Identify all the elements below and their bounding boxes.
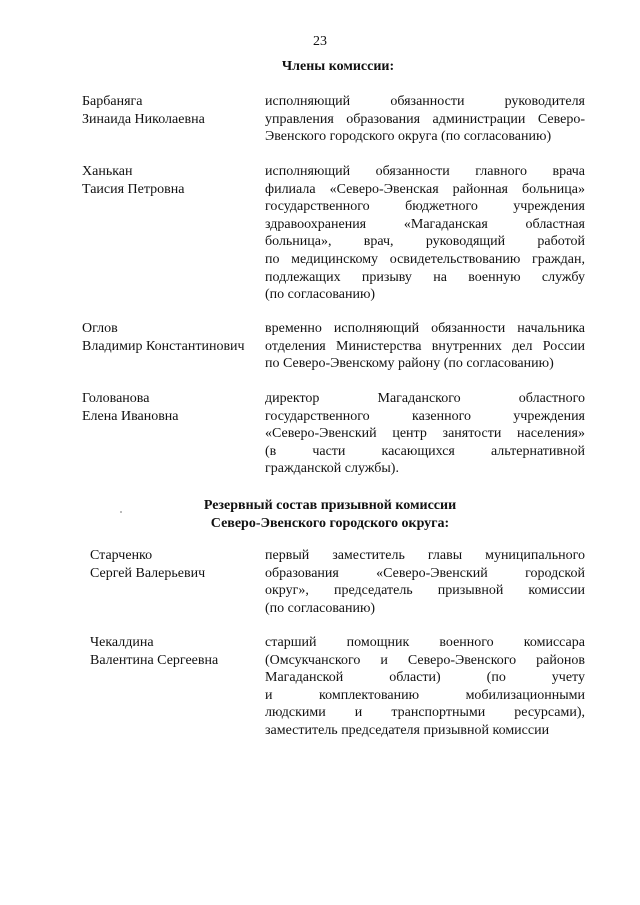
members-heading-text: Члены комиссии: [281, 59, 395, 74]
reserve-heading-line: Северо-Эвенского городского округа: [210, 515, 450, 531]
reserve-heading [10, 497, 640, 532]
reserve-heading-line: Резервный состав призывной комиссии [203, 498, 457, 513]
member-name: Голованова Елена Ивановна [82, 391, 179, 424]
member-name: Ханькан Таисия Петровна [82, 164, 185, 197]
member-name: Старченко Сергей Валерьевич [90, 548, 206, 581]
members-heading [18, 58, 640, 76]
member-position: временно исполняющий обязанности начальника отделения Министерства внутренних дел России по Северо-Эвенскому району (по согласованию) [265, 321, 585, 372]
member-name: Барбаняга Зинаида Николаевна [82, 94, 205, 127]
page-number: 23 [313, 34, 327, 49]
member-name: Чекалдина Валентина Сергеевна [90, 635, 219, 668]
member-position: директор Магаданского областного государственного казенного учреждения «Северо-Эвенский центр занятости населения» (в части касающихся альтернативной гражданской службы). [265, 391, 585, 477]
member-name: Оглов Владимир Константинович [82, 321, 245, 354]
member-position: первый заместитель главы муниципального образования «Северо-Эвенский городской округ», председатель призывной комиссии (по согласованию) [265, 548, 585, 616]
member-position: исполняющий обязанности главного врача филиала «Северо-Эвенская районная больница» государственного бюджетного учреждения здравоохранения «Магаданская областная больница», врач, руководящий работой по медицинскому освидетельствованию граждан, подлежащих призыву на военную службу (по согласованию) [265, 164, 585, 303]
member-position: старший помощник военного комиссара (Омсукчанского и Северо-Эвенского районов Магаданской области) (по учету и комплектованию мобилизационными людскими и транспортными ресурсами), заместитель председателя призывной комиссии [265, 635, 585, 738]
member-position: исполняющий обязанности руководителя управления образования администрации Северо- Эвенского городского округа (по согласованию) [265, 94, 585, 145]
